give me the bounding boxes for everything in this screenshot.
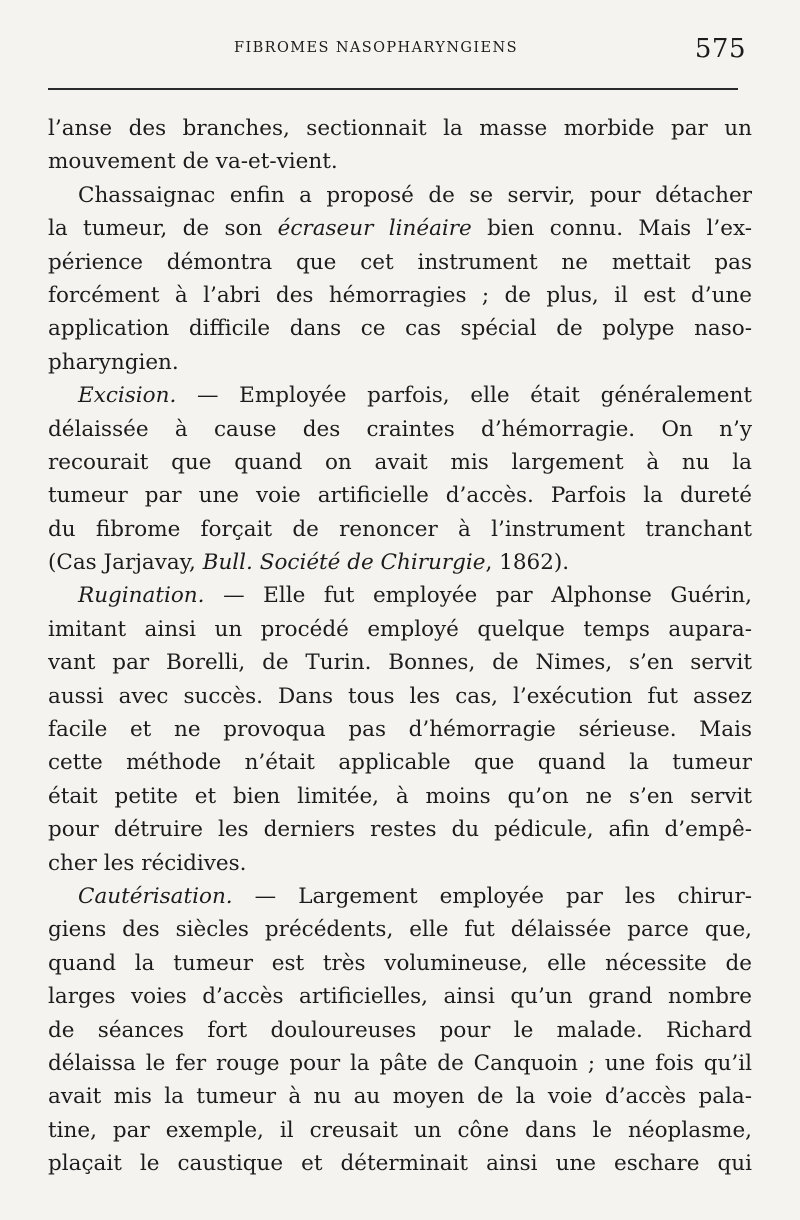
text-line: périence démontra que cet instrument ne mettait pas xyxy=(48,249,752,275)
text-line: (Cas Jarjavay, Bull. Société de Chirurgie, 1862). xyxy=(48,550,570,576)
text-line: du fibrome forçait de renoncer à l’instrument tranchant xyxy=(48,516,752,542)
text-line: délaissa le fer rouge pour la pâte de Canquoin ; une fois qu’il xyxy=(48,1050,752,1076)
text-line: Excision. — Employée parfois, elle était généralement xyxy=(78,383,752,409)
text-line: pour détruire les derniers restes du pédicule, afin d’empê- xyxy=(48,817,752,843)
text-line: tine, par exemple, il creusait un cône dans le néoplasme, xyxy=(48,1117,752,1143)
text-line: Cautérisation. — Largement employée par les chirur- xyxy=(78,883,752,909)
text-line: aussi avec succès. Dans tous les cas, l’exécution fut assez xyxy=(48,683,752,709)
text-line: tumeur par une voie artificielle d’accès. Parfois la dureté xyxy=(48,483,752,509)
text-line: était petite et bien limitée, à moins qu’on ne s’en servit xyxy=(48,783,752,809)
text-line: vant par Borelli, de Turin. Bonnes, de Nimes, s’en servit xyxy=(48,650,752,676)
text-line: avait mis la tumeur à nu au moyen de la voie d’accès pala- xyxy=(48,1084,752,1110)
text-line: facile et ne provoqua pas d’hémorragie sérieuse. Mais xyxy=(48,717,752,743)
page-number: 575 xyxy=(694,34,746,64)
text-line: délaissée à cause des craintes d’hémorragie. On n’y xyxy=(48,416,752,442)
body-text xyxy=(48,112,752,1181)
text-line: de séances fort douloureuses pour le malade. Richard xyxy=(48,1017,752,1043)
text-line: la tumeur, de son écraseur linéaire bien connu. Mais l’ex- xyxy=(48,216,752,242)
text-line: pharyngien. xyxy=(48,349,179,375)
text-line: Rugination. — Elle fut employée par Alphonse Guérin, xyxy=(78,583,752,609)
text-line: cette méthode n’était applicable que quand la tumeur xyxy=(48,750,752,776)
text-line: plaçait le caustique et déterminait ainsi une eschare qui xyxy=(48,1151,752,1177)
text-line: cher les récidives. xyxy=(48,850,247,876)
text-line: mouvement de va-et-vient. xyxy=(48,149,338,175)
running-title: FIBROMES NASOPHARYNGIENS xyxy=(234,40,518,56)
text-line: giens des siècles précédents, elle fut délaissée parce que, xyxy=(48,917,752,943)
text-line: l’anse des branches, sectionnait la masse morbide par un xyxy=(48,116,752,141)
header-rule xyxy=(48,88,738,90)
text-line: larges voies d’accès artificielles, ainsi qu’un grand nombre xyxy=(48,984,752,1010)
text-line: recourait que quand on avait mis largement à nu la xyxy=(48,449,752,475)
running-head xyxy=(48,30,752,80)
text-line: application difficile dans ce cas spécial de polype naso- xyxy=(48,316,752,342)
text-line: forcément à l’abri des hémorragies ; de plus, il est d’une xyxy=(48,282,752,308)
text-line: quand la tumeur est très volumineuse, elle nécessite de xyxy=(48,950,752,976)
text-line: imitant ainsi un procédé employé quelque temps aupara- xyxy=(48,616,752,642)
text-line: Chassaignac enfin a proposé de se servir, pour détacher xyxy=(78,182,752,208)
